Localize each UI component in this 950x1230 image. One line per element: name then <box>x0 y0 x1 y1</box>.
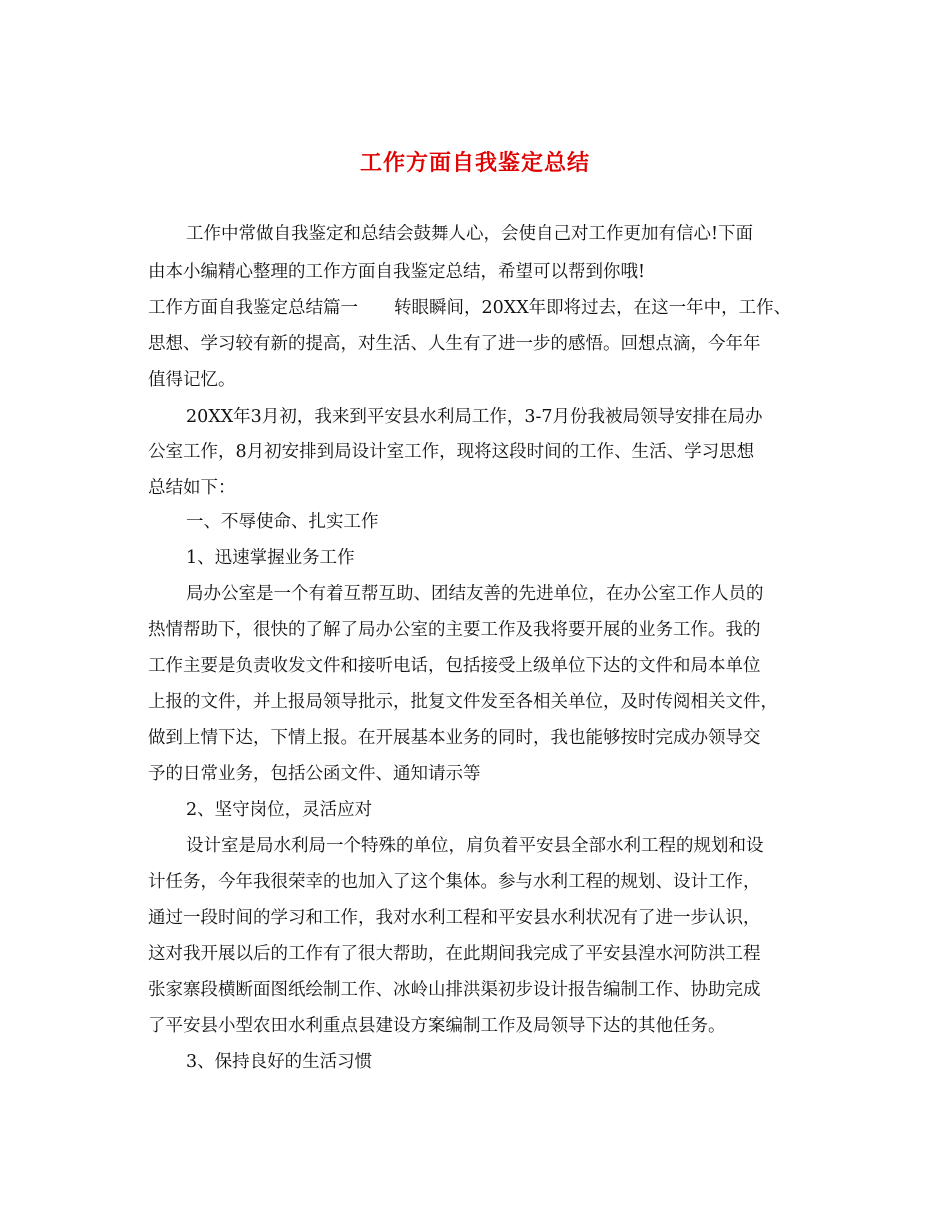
paragraph-line: 了平安县小型农田水利重点县建设方案编制工作及局领导下达的其他任务。 <box>148 1016 726 1036</box>
paragraph-line: 公室工作，8月初安排到局设计室工作，现将这段时间的工作、生活、学习思想 <box>148 442 755 462</box>
paragraph-line: 总结如下： <box>148 478 236 498</box>
paragraph-line: 值得记忆。 <box>148 370 236 390</box>
subsection-heading: 3、保持良好的生活习惯 <box>186 1052 373 1072</box>
section-heading: 一、不辱使命、扎实工作 <box>186 512 379 532</box>
paragraph-line: 这对我开展以后的工作有了很大帮助，在此期间我完成了平安县湟水河防洪工程 <box>148 944 761 964</box>
paragraph-line: 工作中常做自我鉴定和总结会鼓舞人心，会使自己对工作更加有信心!下面 <box>186 224 754 244</box>
paragraph-line: 20XX年3月初，我来到平安县水利局工作，3-7月份我被局领导安排在局办 <box>186 407 763 427</box>
paragraph-line: 局办公室是一个有着互帮互助、团结友善的先进单位，在办公室工作人员的 <box>186 584 764 604</box>
document-title: 工作方面自我鉴定总结 <box>359 151 590 176</box>
section-heading: 工作方面自我鉴定总结篇一 <box>148 298 358 318</box>
paragraph-line: 工作主要是负责收发文件和接听电话，包括接受上级单位下达的文件和局本单位 <box>148 656 761 676</box>
paragraph-line: 做到上情下达，下情上报。在开展基本业务的同时，我也能够按时完成办领导交 <box>148 728 761 748</box>
paragraph-line: 计任务，今年我很荣幸的也加入了这个集体。参与水利工程的规划、设计工作， <box>148 872 761 892</box>
paragraph-text: 转眼瞬间，20XX年即将过去，在这一年中，工作、 <box>394 298 792 318</box>
paragraph-line: 上报的文件，并上报局领导批示，批复文件发至各相关单位，及时传阅相关文件， <box>148 692 778 712</box>
paragraph-line: 通过一段时间的学习和工作，我对水利工程和平安县水利状况有了进一步认识， <box>148 908 761 928</box>
paragraph-line: 设计室是局水利局一个特殊的单位，肩负着平安县全部水利工程的规划和设 <box>186 836 764 856</box>
paragraph-line: 由本小编精心整理的工作方面自我鉴定总结，希望可以帮到你哦! <box>148 262 646 282</box>
subsection-heading: 2、坚守岗位，灵活应对 <box>186 800 373 820</box>
paragraph-line: 思想、学习较有新的提高，对生活、人生有了进一步的感悟。回想点滴，今年年 <box>148 334 761 354</box>
paragraph-line: 热情帮助下，很快的了解了局办公室的主要工作及我将要开展的业务工作。我的 <box>148 620 761 640</box>
paragraph-line: 张家寨段横断面图纸绘制工作、冰岭山排洪渠初步设计报告编制工作、协助完成 <box>148 980 761 1000</box>
paragraph-line <box>148 296 791 320</box>
paragraph-line: 予的日常业务，包括公函文件、通知请示等 <box>148 764 481 784</box>
subsection-heading: 1、迅速掌握业务工作 <box>186 548 355 568</box>
